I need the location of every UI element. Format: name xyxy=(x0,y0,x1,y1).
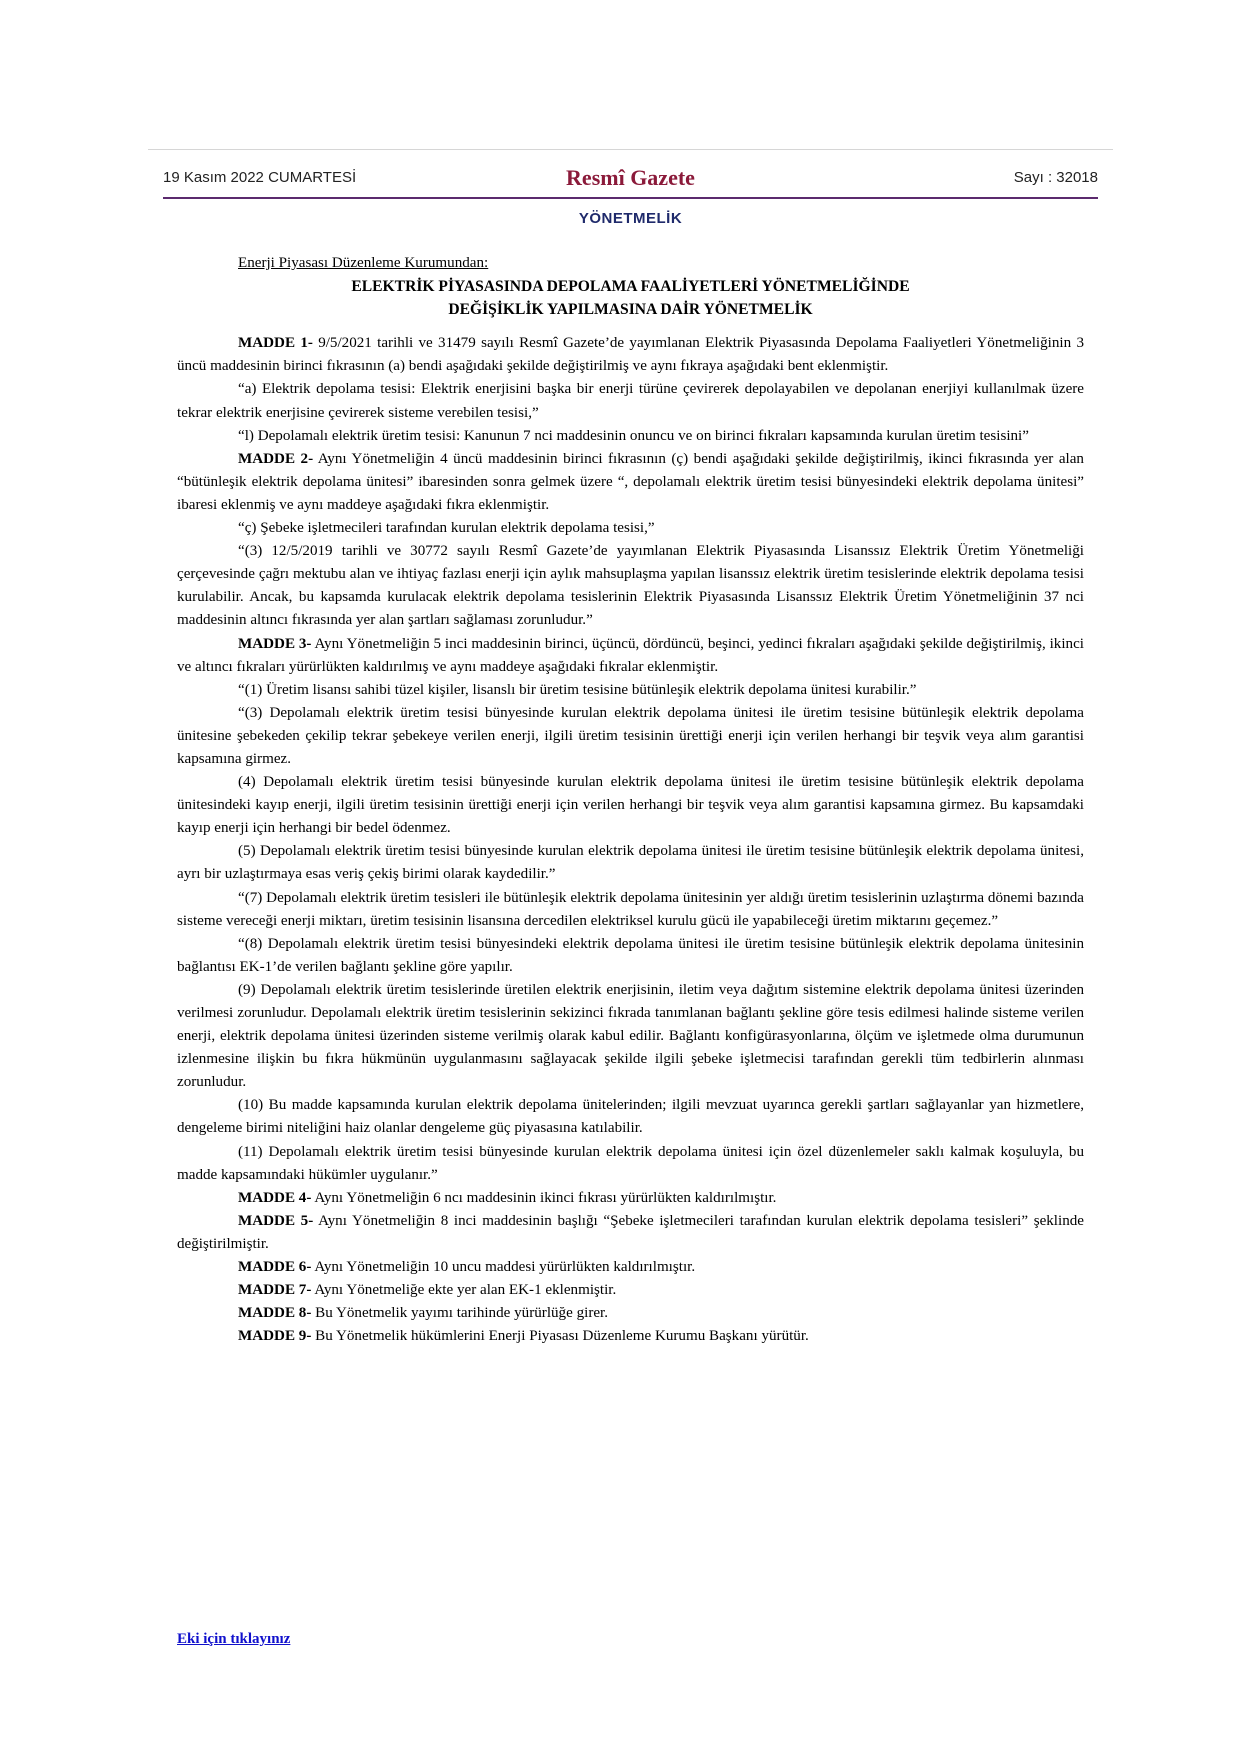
amendment-paragraph xyxy=(177,517,1084,540)
amendment-paragraph xyxy=(177,425,1084,448)
amendment-paragraph xyxy=(177,840,1084,886)
article-paragraph xyxy=(177,1325,1084,1348)
amendment-paragraph xyxy=(177,540,1084,632)
paragraph-text: (10) Bu madde kapsamında kurulan elektrik depolama ünitelerinden; ilgili mevzuat uyarınca gerekli şartları sağlayanlar yan hizmetlere, dengeleme birimi niteliğini haiz olanlar dengeleme güç piyasasına katılabilir. xyxy=(177,1097,1084,1137)
amendment-paragraph xyxy=(177,378,1084,424)
section-heading: YÖNETMELİK xyxy=(578,210,683,227)
paragraph-text: “(3) Depolamalı elektrik üretim tesisi bünyesinde kurulan elektrik depolama ünitesi ile üretim tesisine bütünleşik elektrik depolama ünitesine şebekeden çekilip tekrar şebekeye verilen enerji, ilgili üretim tesisinin ürettiği enerji için verilen herhangi bir teşvik veya alım garantisi kapsamına girmez. xyxy=(177,704,1084,767)
article-label: MADDE 4- xyxy=(238,1189,312,1206)
article-paragraph xyxy=(177,448,1084,517)
paragraph-text: (9) Depolamalı elektrik üretim tesislerinde üretilen elektrik enerjisinin, iletim veya dağıtım sistemine elektrik depolama ünitesi üzerinden verilmesi zorunludur. Depolamalı elektrik üretim tesislerinin sekizinci fıkrada tanımlanan bağlantı şekline göre tesis edilmesi halinde sisteme verilen enerji, elektrik depolama ünitesi üzerinden sisteme verilmiş olarak kabul edilir. Bağlantı konfigürasyonlarına, ölçüm ve işletmede olma durumunun izlenmesine ilişkin bu fıkra hükmünün uygulanmasını sağlayacak şekilde ilgili şebeke işletmecisi tarafından gerekli tüm tedbirlerin alınması zorunludur. xyxy=(177,981,1084,1091)
amendment-paragraph xyxy=(177,679,1084,702)
article-paragraph xyxy=(177,332,1084,378)
article-list xyxy=(177,332,1084,1348)
amendment-paragraph xyxy=(177,702,1084,771)
paragraph-text: “(1) Üretim lisansı sahibi tüzel kişiler, lisanslı bir üretim tesisine bütünleşik elektrik depolama ünitesi kurabilir.” xyxy=(238,681,917,698)
article-label: MADDE 2- xyxy=(238,450,314,467)
paragraph-text: “(7) Depolamalı elektrik üretim tesisleri ile bütünleşik elektrik depolama ünitesinin yer aldığı üretim tesislerinin uzlaştırma dönemi bazında sisteme vereceği enerji miktarı, üretim tesisinin lisansına dercedilen elektriksel kurulu gücü ile yapabileceği üretim miktarını geçemez.” xyxy=(177,889,1084,929)
gazette-title: Resmî Gazete xyxy=(566,165,695,190)
paragraph-text: Aynı Yönetmeliğin 4 üncü maddesinin birinci fıkrasının (ç) bendi aşağıdaki şekilde değiştirilmiş, ikinci fıkrasında yer alan “bütünleşik elektrik depolama ünitesi” ibaresinden sonra gelmek üzere “, depolamalı elektrik üretim tesisi bünyesindeki elektrik depolama ünitesi” ibaresi eklenmiş ve aynı maddeye aşağıdaki fıkra eklenmiştir. xyxy=(177,450,1084,513)
paragraph-text: “ç) Şebeke işletmecileri tarafından kurulan elektrik depolama tesisi,” xyxy=(238,520,655,537)
article-label: MADDE 5- xyxy=(238,1212,314,1229)
paragraph-text: Bu Yönetmelik hükümlerini Enerji Piyasası Düzenleme Kurumu Başkanı yürütür. xyxy=(311,1328,809,1345)
paragraph-text: Bu Yönetmelik yayımı tarihinde yürürlüğe girer. xyxy=(311,1305,609,1322)
article-label: MADDE 7- xyxy=(238,1282,312,1299)
issue-number: Sayı : 32018 xyxy=(1013,169,1098,186)
article-label: MADDE 1- xyxy=(238,335,313,352)
amendment-paragraph xyxy=(177,771,1084,840)
amendment-paragraph xyxy=(177,887,1084,933)
paragraph-text: “(3) 12/5/2019 tarihli ve 30772 sayılı Resmî Gazete’de yayımlanan Elektrik Piyasasında Lisanssız Elektrik Üretim Yönetmeliği çerçevesinde çağrı mektubu alan ve ihtiyaç fazlası enerji için aylık mahsuplaşma yapılan lisanssız elektrik üretim tesislerinde elektrik depolama tesisi kurulabilir. Ancak, bu kapsamda kurulacak elektrik depolama tesislerinin Elektrik Piyasasında Lisanssız Elektrik Üretim Yönetmeliğinin 37 nci maddesinin altıncı fıkrasında yer alan şartları sağlaması zorunludur.” xyxy=(177,543,1084,629)
paragraph-text: “(8) Depolamalı elektrik üretim tesisi bünyesindeki elektrik depolama ünitesi ile üretim tesisine bütünleşik elektrik depolama ünitesinin bağlantısı EK-1’de verilen bağlantı şekline göre yapılır. xyxy=(177,935,1084,975)
amendment-paragraph xyxy=(177,1094,1084,1140)
article-paragraph xyxy=(177,1187,1084,1210)
paragraph-text: Aynı Yönetmeliğin 5 inci maddesinin birinci, üçüncü, dördüncü, beşinci, yedinci fıkraları aşağıdaki şekilde değiştirilmiş, ikinci ve altıncı fıkraları yürürlükten kaldırılmış ve aynı maddeye aşağıdaki fıkralar eklenmiştir. xyxy=(177,635,1084,675)
paragraph-text: “l) Depolamalı elektrik üretim tesisi: Kanunun 7 nci maddesinin onuncu ve on birinci fıkraları kapsamında kurulan üretim tesisini” xyxy=(238,427,1029,444)
article-paragraph xyxy=(177,1302,1084,1325)
article-label: MADDE 9- xyxy=(238,1328,312,1345)
article-paragraph xyxy=(177,1279,1084,1302)
amendment-paragraph xyxy=(177,979,1084,1094)
paragraph-text: (5) Depolamalı elektrik üretim tesisi bünyesinde kurulan elektrik depolama ünitesi ile üretim tesisine bütünleşik elektrik depolama ünitesi, ayrı bir uzlaştırmaya esas veriş çekiş birimi olarak kaydedilir.” xyxy=(177,843,1084,883)
paragraph-text: (4) Depolamalı elektrik üretim tesisi bünyesinde kurulan elektrik depolama ünitesi ile üretim tesisine bütünleşik elektrik depolama ünitesindeki kayıp enerji, ilgili üretim tesisinin ürettiği enerji için verilen herhangi bir teşvik veya alım garantisi kapsamına girmez. Bu kapsamdaki kayıp enerji için herhangi bir bedel ödenmez. xyxy=(177,774,1084,837)
issuing-institution: Enerji Piyasası Düzenleme Kurumundan: xyxy=(238,255,489,271)
article-paragraph xyxy=(177,633,1084,679)
amendment-paragraph xyxy=(177,1141,1084,1187)
annex-link[interactable]: Eki için tıklayınız xyxy=(177,1631,291,1647)
amendment-paragraph xyxy=(177,933,1084,979)
article-label: MADDE 8- xyxy=(238,1305,312,1322)
document-body xyxy=(177,252,1084,1348)
article-label: MADDE 3- xyxy=(238,635,312,652)
regulation-title-line-2: DEĞİŞİKLİK YAPILMASINA DAİR YÖNETMELİK xyxy=(448,301,813,319)
header-divider xyxy=(163,197,1098,199)
gazette-header xyxy=(163,165,1098,199)
paragraph-text: Aynı Yönetmeliğe ekte yer alan EK-1 eklenmiştir. xyxy=(311,1282,617,1299)
paragraph-text: (11) Depolamalı elektrik üretim tesisi bünyesinde kurulan elektrik depolama ünitesi için özel düzenlemeler saklı kalmak koşuluyla, bu madde kapsamındaki hükümler uygulanır.” xyxy=(177,1143,1084,1183)
regulation-title-line-1: ELEKTRİK PİYASASINDA DEPOLAMA FAALİYETLERİ YÖNETMELİĞİNDE xyxy=(351,278,910,296)
top-divider xyxy=(148,149,1113,150)
paragraph-text: Aynı Yönetmeliğin 10 uncu maddesi yürürlükten kaldırılmıştır. xyxy=(311,1259,696,1276)
paragraph-text: 9/5/2021 tarihli ve 31479 sayılı Resmî Gazete’de yayımlanan Elektrik Piyasasında Depolama Faaliyetleri Yönetmeliğinin 3 üncü maddesinin birinci fıkrasının (a) bendi aşağıdaki şekilde değiştirilmiş ve aynı fıkraya aşağıdaki bent eklenmiştir. xyxy=(177,335,1084,375)
article-paragraph xyxy=(177,1210,1084,1256)
paragraph-text: Aynı Yönetmeliğin 8 inci maddesinin başlığı “Şebeke işletmecileri tarafından kurulan elektrik depolama tesisleri” şeklinde değiştirilmiştir. xyxy=(177,1212,1084,1252)
publication-date: 19 Kasım 2022 CUMARTESİ xyxy=(163,169,357,186)
article-label: MADDE 6- xyxy=(238,1259,312,1276)
article-paragraph xyxy=(177,1256,1084,1279)
paragraph-text: “a) Elektrik depolama tesisi: Elektrik enerjisini başka bir enerji türüne çevirerek depolayabilen ve depolanan enerjiyi kullanılmak üzere tekrar elektrik enerjisine çevirerek sisteme verebilen tesisi,” xyxy=(177,381,1084,421)
paragraph-text: Aynı Yönetmeliğin 6 ncı maddesinin ikinci fıkrası yürürlükten kaldırılmıştır. xyxy=(311,1189,777,1206)
